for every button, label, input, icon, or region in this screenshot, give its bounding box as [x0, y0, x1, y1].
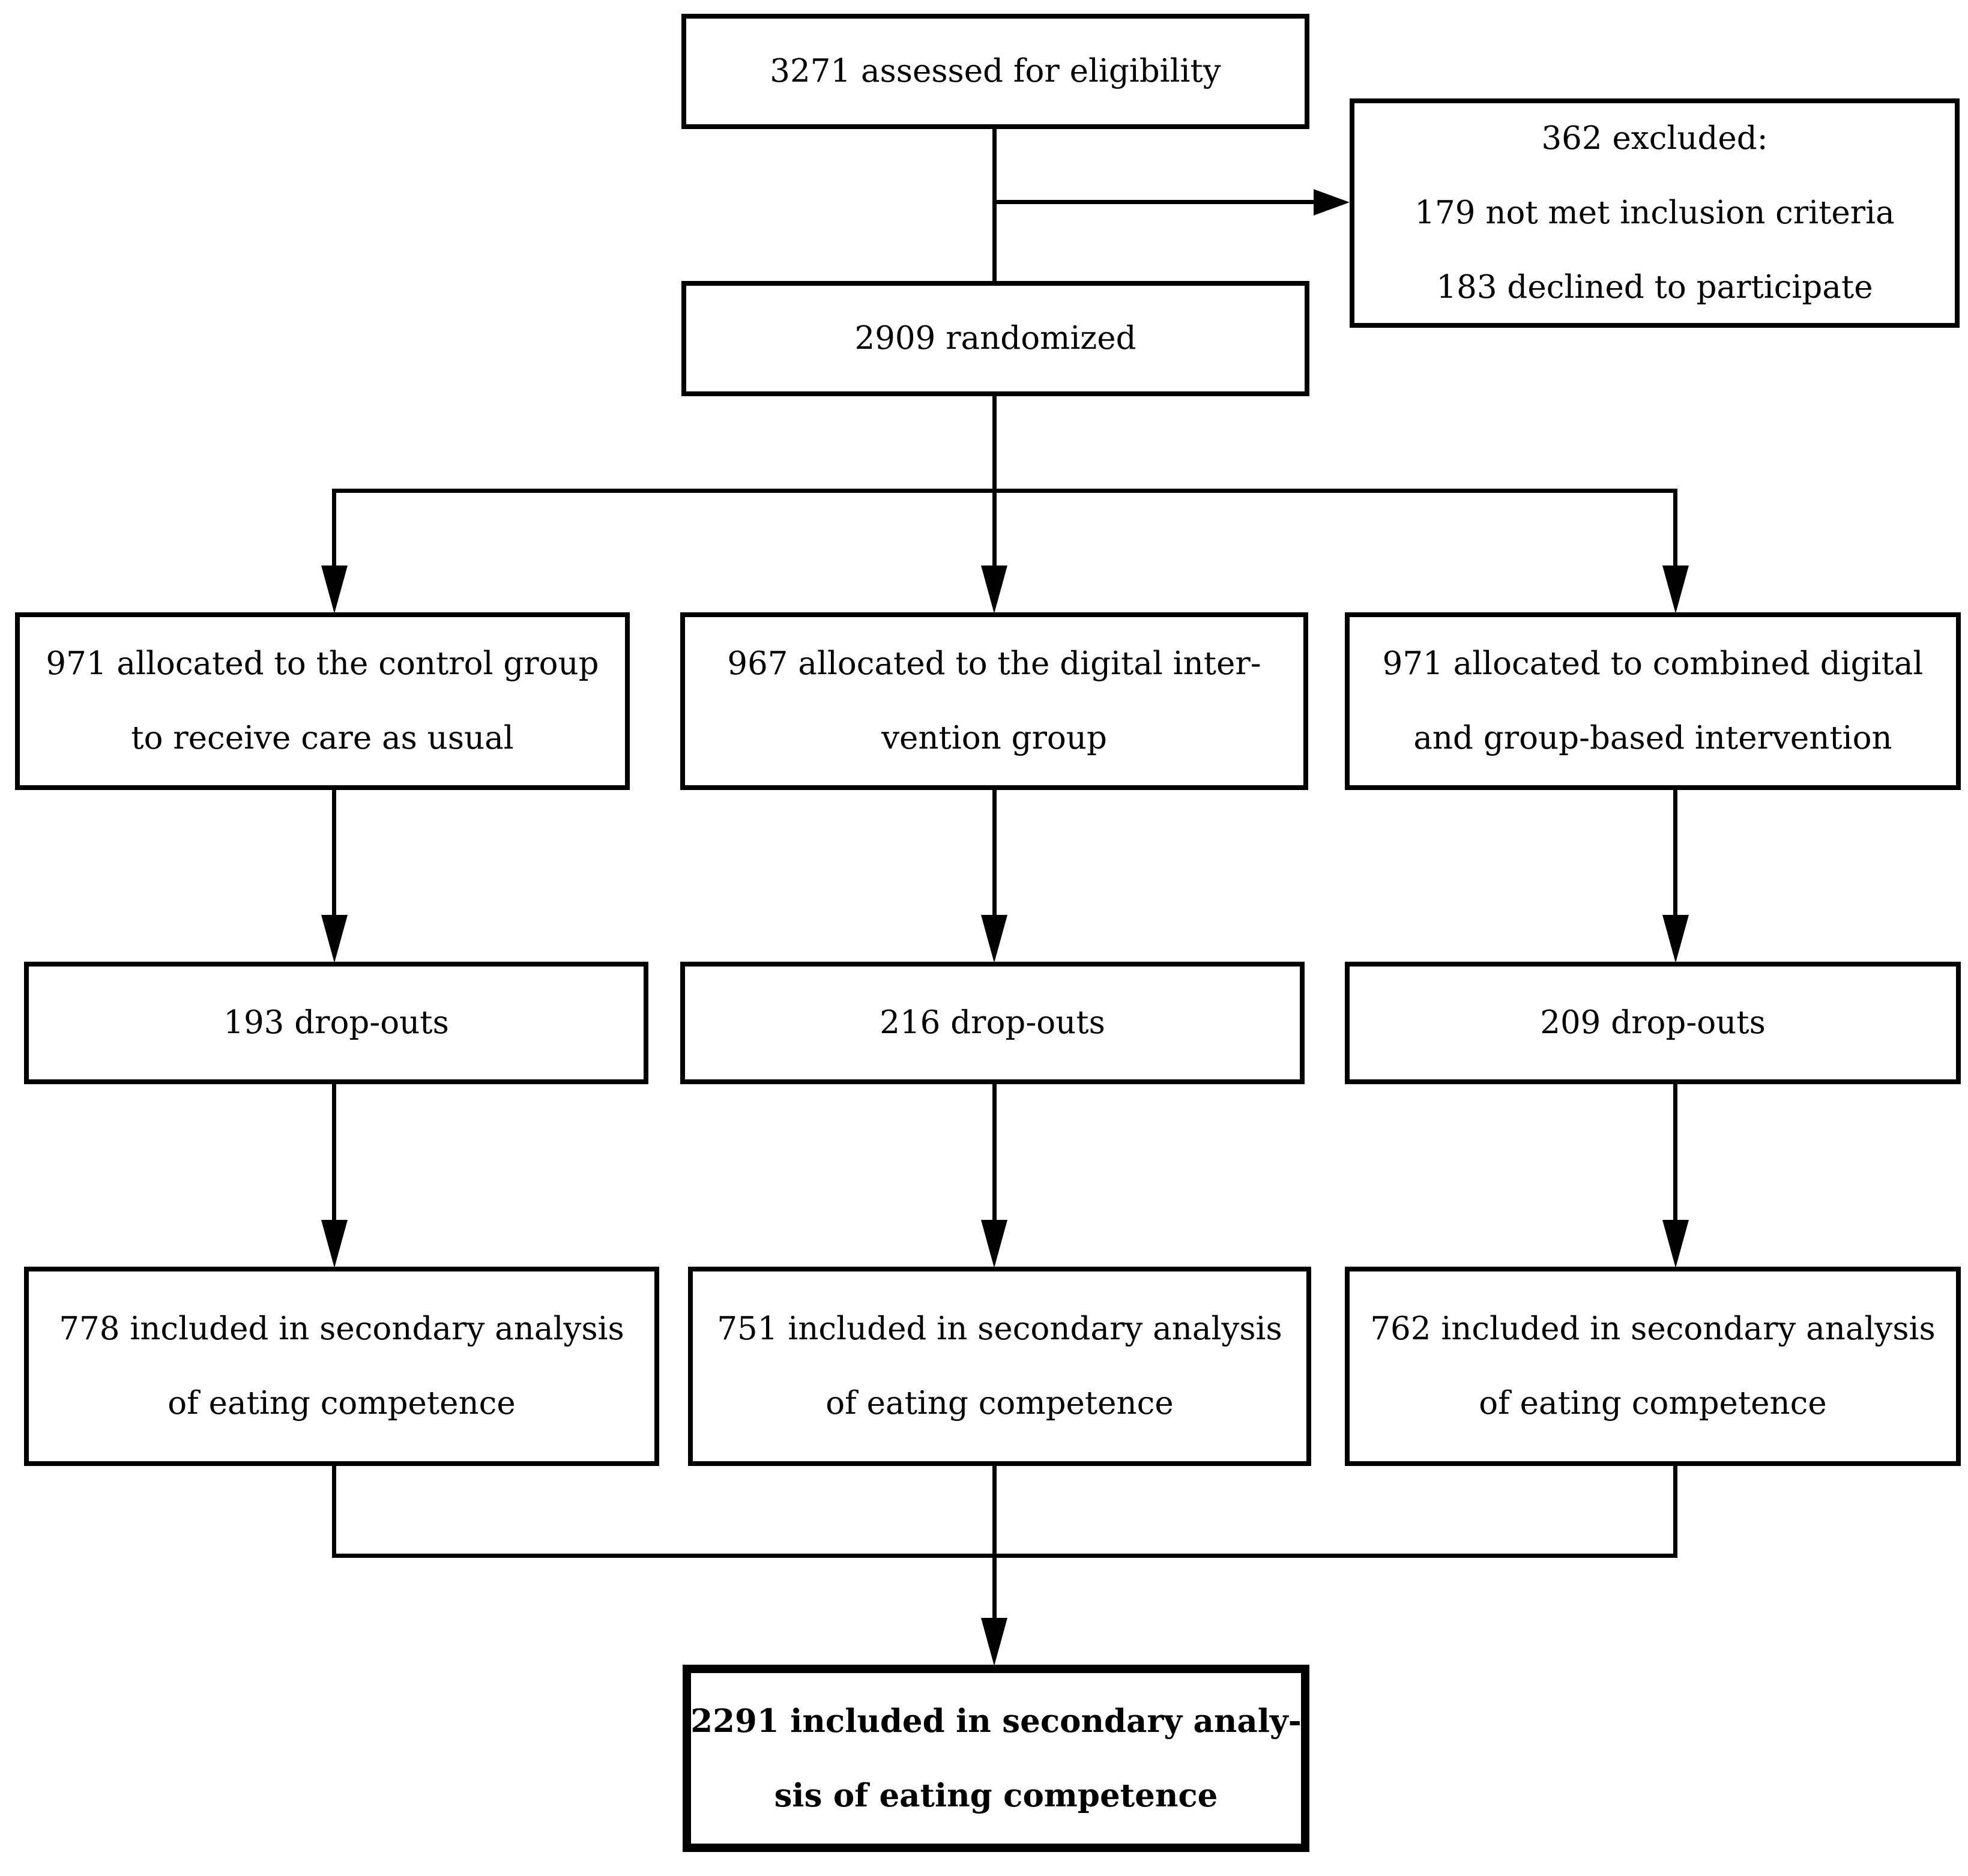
- arrowhead-drop-control-icon: [321, 915, 348, 963]
- node-alloc-combined-line-1: 971 allocated to combined digital: [1382, 645, 1924, 682]
- node-alloc-digital-line-2: vention group: [881, 720, 1107, 756]
- node-analysis-combined: [1345, 1267, 1961, 1466]
- connector-branch-alloc-control: [332, 489, 336, 566]
- node-alloc-control: [15, 612, 630, 790]
- node-eligibility-text: 3271 assessed for eligibility: [770, 53, 1221, 89]
- node-dropouts-control-text: 193 drop-outs: [223, 1004, 449, 1041]
- connector-drop-analysis-control: [332, 1083, 336, 1220]
- arrowhead-alloc-control-icon: [321, 566, 348, 614]
- node-analysis-control-line-1: 778 included in secondary analysis: [59, 1310, 624, 1347]
- connector-drop-analysis-digital: [992, 1083, 997, 1220]
- node-dropouts-combined-text: 209 drop-outs: [1540, 1004, 1766, 1041]
- node-alloc-combined-line-2: and group-based intervention: [1413, 720, 1892, 756]
- connector-eligibility-randomized: [992, 127, 997, 282]
- node-randomized-text: 2909 randomized: [854, 320, 1136, 357]
- node-eligibility: [681, 14, 1309, 129]
- arrowhead-analysis-digital-icon: [981, 1220, 1007, 1268]
- connector-analysis-merge-control: [332, 1465, 336, 1558]
- node-analysis-combined-line-2: of eating competence: [1479, 1385, 1827, 1422]
- connector-branch-alloc-combined: [1673, 489, 1677, 566]
- arrowhead-analysis-combined-icon: [1662, 1220, 1689, 1268]
- connector-randomized-branch: [992, 395, 997, 493]
- connector-analysis-merge-digital: [992, 1465, 997, 1558]
- connector-drop-analysis-combined: [1673, 1083, 1677, 1220]
- node-analysis-control-line-2: of eating competence: [168, 1385, 516, 1422]
- arrowhead-total-icon: [981, 1618, 1007, 1666]
- connector-alloc-drop-digital: [992, 789, 997, 915]
- node-analysis-combined-line-1: 762 included in secondary analysis: [1370, 1310, 1936, 1347]
- connector-alloc-drop-combined: [1673, 789, 1677, 915]
- node-dropouts-digital: [680, 962, 1305, 1084]
- connector-branch-bottom: [332, 1554, 1677, 1558]
- connector-branch-top: [332, 489, 1677, 493]
- node-analysis-digital-line-2: of eating competence: [826, 1385, 1174, 1422]
- arrowhead-drop-combined-icon: [1662, 915, 1689, 963]
- node-dropouts-digital-text: 216 drop-outs: [880, 1004, 1105, 1041]
- node-total-line-2: sis of eating competence: [774, 1777, 1218, 1814]
- node-dropouts-combined: [1345, 962, 1961, 1084]
- node-analysis-control: [24, 1267, 659, 1466]
- connector-to-excluded: [992, 200, 1314, 204]
- arrowhead-drop-digital-icon: [981, 915, 1007, 963]
- node-alloc-digital: [680, 612, 1308, 790]
- connector-alloc-drop-control: [332, 789, 336, 915]
- connector-analysis-merge-combined: [1673, 1465, 1677, 1558]
- node-alloc-control-line-2: to receive care as usual: [131, 720, 514, 756]
- node-excluded-line-1: 362 excluded:: [1541, 120, 1768, 157]
- node-randomized: [681, 281, 1309, 396]
- arrowhead-alloc-digital-icon: [981, 566, 1007, 614]
- node-alloc-control-line-1: 971 allocated to the control group: [46, 645, 599, 682]
- connector-merge-total: [992, 1554, 997, 1618]
- connector-branch-alloc-digital: [992, 493, 997, 566]
- arrowhead-alloc-combined-icon: [1662, 566, 1689, 614]
- node-excluded-line-2: 179 not met inclusion criteria: [1414, 195, 1895, 231]
- node-excluded-line-3: 183 declined to participate: [1436, 269, 1873, 306]
- arrowhead-excluded-icon: [1314, 189, 1350, 216]
- node-analysis-digital-line-1: 751 included in secondary analysis: [717, 1310, 1282, 1347]
- node-excluded: [1350, 98, 1960, 328]
- node-alloc-digital-line-1: 967 allocated to the digital inter-: [727, 645, 1261, 682]
- node-alloc-combined: [1345, 612, 1961, 790]
- arrowhead-analysis-control-icon: [321, 1220, 348, 1268]
- node-analysis-digital: [688, 1267, 1311, 1466]
- node-dropouts-control: [24, 962, 648, 1084]
- node-total: [683, 1665, 1309, 1852]
- node-total-line-1: 2291 included in secondary analy-: [690, 1703, 1302, 1740]
